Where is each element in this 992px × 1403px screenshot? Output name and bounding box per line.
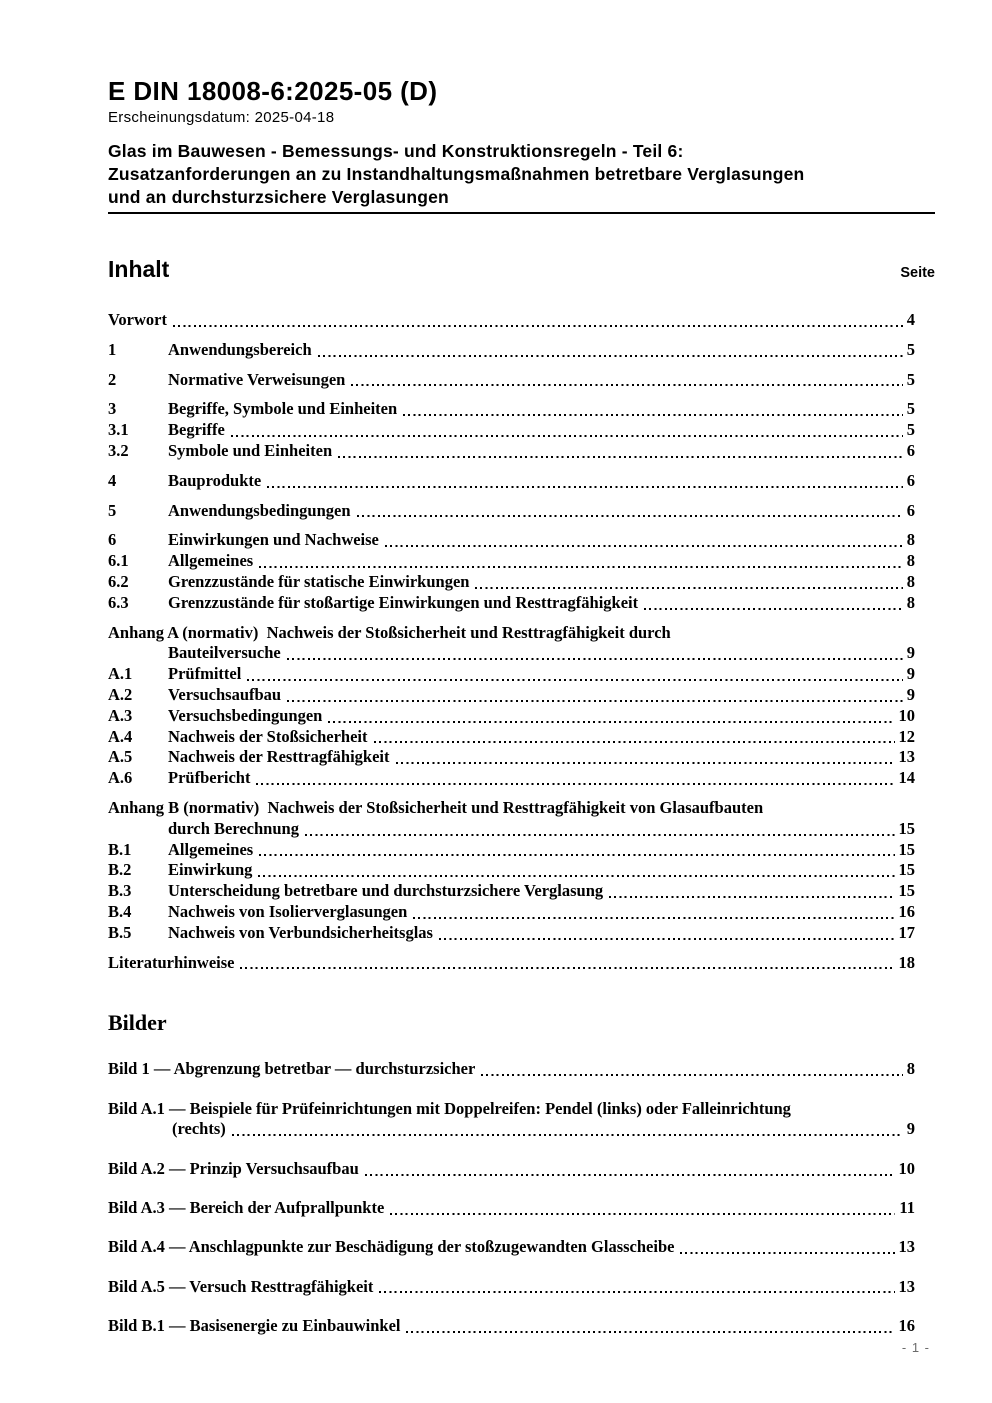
toc-leader-dots [338,456,903,458]
toc-entry-row [108,881,935,902]
toc-entry-title: Nachweis der Stoßsicherheit [168,726,368,746]
toc-leader-dots [256,783,894,785]
fig-entry-page: 8 [906,1059,915,1079]
toc-entry [108,310,935,331]
toc-entry [108,902,935,923]
toc-entry-row [108,706,935,727]
toc-entry-title: Bauteilversuche [168,643,281,663]
toc-entry-title: Versuchsaufbau [168,684,282,704]
toc-leader-dots [231,435,903,437]
toc-entry-page: 5 [906,369,915,389]
toc-leader-dots [328,721,894,723]
toc-entry-number: B.2 [108,860,132,880]
toc-entry-title: Normative Verweisungen [168,369,346,389]
toc-leader-dots [305,834,895,836]
toc-entry [108,798,935,840]
toc-entry-row [108,370,935,391]
page-column-label: Seite [900,265,935,281]
toc-entry [108,593,935,614]
toc-entry [108,441,935,462]
fig-entry-title: Bild A.3 — Bereich der Aufprallpunkte [108,1198,385,1217]
toc-entry-number: 6.2 [108,571,129,591]
doc-title-line-2: Zusatzanforderungen an zu Instandhaltungsmaßnahmen betretbare Verglasungen [108,164,805,184]
toc-entry [108,623,935,665]
toc-entry-title: Versuchsbedingungen [168,705,323,725]
toc-entry [108,747,935,768]
toc-entry-number: A.2 [108,684,133,704]
toc-entry [108,420,935,441]
toc-leader-dots [413,917,894,919]
fig-entry-row [108,1159,935,1180]
doc-title-line-1: Glas im Bauwesen - Bemessungs- und Konstruktionsregeln - Teil 6: [108,141,684,161]
toc-leader-dots [396,762,895,764]
toc-entry-title: Anwendungsbereich [168,339,312,359]
toc-entry [108,551,935,572]
toc-entry-page: 9 [906,684,915,704]
toc-entry [108,530,935,551]
toc-leader-dots [644,608,903,610]
fig-entry-page: 13 [898,1276,915,1296]
toc-entry-page: 6 [906,440,915,460]
toc-heading: Inhalt [108,256,170,282]
toc-entry-number: A.6 [108,768,133,788]
fig-leader-dots [365,1174,895,1176]
toc-entry-title: Unterscheidung betretbare und durchsturzsichere Verglasung [168,881,604,901]
toc-entry-page: 13 [898,747,915,767]
fig-entry-title: Bild B.1 — Basisenergie zu Einbauwinkel [108,1315,401,1335]
fig-entry-heading-line: Bild A.1 — Beispiele für Prüfeinrichtungen mit Doppelreifen: Pendel (links) oder Falleinrichtung [108,1098,791,1118]
toc-entry-title: Prüfmittel [168,664,242,684]
fig-entry-row [172,1119,935,1140]
toc-entry-title: Grenzzustände für statische Einwirkungen [168,571,470,591]
toc-entry-title: Anwendungsbedingungen [168,500,351,520]
toc-entry [108,664,935,685]
toc-list [108,310,935,973]
fig-entry-title: Bild A.2 — Prinzip Versuchsaufbau [108,1158,359,1178]
toc-entry-number: 3 [108,399,117,419]
toc-entry-title: Bauprodukte [168,470,262,490]
toc-entry-row [108,840,935,861]
fig-entry-row [108,1198,935,1219]
toc-leader-dots [267,486,903,488]
toc-entry-page: 15 [898,860,915,880]
toc-entry-title: Einwirkungen und Nachweise [168,530,379,550]
toc-entry-number: 6.1 [108,551,129,571]
doc-title [108,140,935,214]
toc-entry-number: 3.1 [108,420,129,440]
toc-entry-page: 14 [898,768,915,788]
toc-entry [108,370,935,391]
toc-entry-title: Einwirkung [168,860,253,880]
fig-entry [108,1277,935,1298]
fig-entry-page: 16 [898,1315,915,1335]
toc-entry-page: 5 [906,399,915,419]
toc-leader-dots [240,967,894,969]
fig-entry-title: Bild A.5 — Versuch Resttragfähigkeit [108,1276,374,1296]
toc-entry [108,923,935,944]
toc-entry [108,881,935,902]
fig-entry-page: 10 [898,1158,915,1178]
toc-entry-page: 15 [898,881,915,901]
fig-entry [108,1159,935,1180]
fig-leader-dots [379,1291,894,1293]
toc-entry [108,860,935,881]
publication-date: Erscheinungsdatum: 2025-04-18 [108,109,335,126]
fig-leader-dots [232,1134,903,1136]
toc-entry-number: 5 [108,500,117,520]
toc-entry-title: Begriffe, Symbole und Einheiten [168,399,398,419]
toc-entry-page: 12 [898,726,915,746]
toc-leader-dots [351,384,902,386]
fig-entry-title: Bild 1 — Abgrenzung betretbar — durchsturzsicher [108,1059,476,1079]
toc-entry-page: 9 [906,664,915,684]
toc-entry-page: 16 [898,901,915,921]
toc-entry-page: 15 [898,839,915,859]
toc-entry [108,768,935,789]
toc-entry-number: B.5 [108,922,132,942]
toc-entry-row [108,727,935,748]
toc-entry-number: 4 [108,470,117,490]
toc-entry-title: Literaturhinweise [108,952,235,972]
toc-entry-row [108,310,935,331]
toc-entry-number: 3.2 [108,440,129,460]
toc-entry-row [108,923,935,944]
toc-entry-row [108,593,935,614]
toc-entry-page: 8 [906,571,915,591]
toc-entry [108,471,935,492]
toc-entry [108,501,935,522]
toc-entry-title: Allgemeines [168,839,254,859]
toc-leader-dots [258,875,894,877]
toc-entry-row [108,340,935,361]
fig-entry-row [108,1277,935,1298]
fig-leader-dots [680,1252,894,1254]
doc-code: E DIN 18008-6:2025-05 (D) [108,76,438,106]
toc-entry-heading-line: Anhang A (normativ) Nachweis der Stoßsicherheit und Resttragfähigkeit durch [108,622,671,642]
toc-entry-title: Vorwort [108,310,167,329]
toc-entry-title: Prüfbericht [168,768,251,788]
toc-entry-row [168,819,935,840]
toc-entry-page: 10 [898,705,915,725]
toc-leader-dots [439,938,895,940]
fig-leader-dots [481,1074,902,1076]
toc-leader-dots [173,325,903,327]
toc-leader-dots [609,896,894,898]
fig-entry-page: 13 [898,1237,915,1257]
toc-entry-row [108,664,935,685]
fig-entry [108,1237,935,1258]
toc-entry-heading-line: Anhang B (normativ) Nachweis der Stoßsicherheit und Resttragfähigkeit von Glasaufbauten [108,797,764,817]
toc-entry-number: A.4 [108,726,133,746]
page-content [108,0,935,1337]
toc-entry-number: A.5 [108,747,133,767]
toc-entry-title: Grenzzustände für stoßartige Einwirkungen und Resttragfähigkeit [168,592,639,612]
fig-entry-title: Bild A.4 — Anschlagpunkte zur Beschädigung der stoßzugewandten Glasscheibe [108,1237,675,1257]
figure-list [108,1059,935,1336]
toc-entry-page: 6 [906,500,915,520]
toc-entry-number: B.3 [108,881,132,901]
toc-entry [108,953,935,974]
toc-entry-title: Nachweis von Verbundsicherheitsglas [168,922,433,942]
toc-entry-title: Symbole und Einheiten [168,440,333,460]
toc-entry-page: 8 [906,592,915,612]
toc-entry-page: 8 [906,551,915,571]
toc-entry-row [108,501,935,522]
toc-entry-number: B.1 [108,839,132,859]
fig-entry-title: (rechts) [172,1119,226,1139]
toc-leader-dots [403,414,903,416]
toc-entry [108,340,935,361]
toc-entry-title: Nachweis von Isolierverglasungen [168,901,408,921]
toc-entry [108,399,935,420]
toc-entry-row [108,902,935,923]
fig-leader-dots [406,1331,894,1333]
toc-leader-dots [259,566,903,568]
toc-entry-number: 1 [108,339,117,359]
toc-entry-row [108,747,935,768]
toc-entry [108,572,935,593]
toc-leader-dots [247,679,902,681]
toc-entry-row [108,471,935,492]
toc-leader-dots [287,700,903,702]
toc-entry-row [108,399,935,420]
fig-entry [108,1099,935,1141]
toc-entry-row [108,530,935,551]
toc-leader-dots [357,515,903,517]
toc-entry-row [108,860,935,881]
toc-entry-number: 2 [108,369,117,389]
toc-entry-number: B.4 [108,901,132,921]
toc-leader-dots [385,545,903,547]
toc-entry-number: 6 [108,530,117,550]
fig-entry-page: 11 [899,1198,915,1217]
toc-entry-row [108,441,935,462]
toc-entry-row [168,643,935,664]
toc-entry-page: 5 [906,339,915,359]
toc-entry-title: Nachweis der Resttragfähigkeit [168,747,390,767]
toc-entry-row [108,551,935,572]
fig-entry [108,1059,935,1080]
fig-leader-dots [390,1213,895,1215]
toc-entry-page: 18 [898,952,915,972]
fig-entry-row [108,1316,935,1337]
page-number: - 1 - [901,1340,930,1355]
doc-title-line-3: und an durchsturzsichere Verglasungen [108,187,449,207]
toc-entry-number: A.1 [108,664,133,684]
toc-entry-row [108,685,935,706]
toc-entry-number: 6.3 [108,592,129,612]
toc-leader-dots [287,658,903,660]
toc-entry-row [108,768,935,789]
fig-entry-row [108,1237,935,1258]
toc-leader-dots [318,355,903,357]
toc-entry-page: 4 [906,310,915,329]
fig-entry [108,1198,935,1219]
fig-entry-page: 9 [906,1119,915,1139]
toc-entry-page: 15 [898,818,915,838]
toc-entry [108,727,935,748]
figures-heading: Bilder [108,1010,167,1036]
toc-leader-dots [259,854,894,856]
toc-leader-dots [475,587,902,589]
toc-entry-page: 9 [906,643,915,663]
toc-leader-dots [374,741,895,743]
toc-entry-number: A.3 [108,705,133,725]
fig-entry [108,1316,935,1337]
toc-entry-page: 17 [898,922,915,942]
toc-entry-page: 8 [906,530,915,550]
toc-entry-page: 6 [906,470,915,490]
toc-entry-title: Begriffe [168,420,225,440]
toc-header-row [108,256,935,282]
toc-entry-row [108,420,935,441]
toc-entry-row [108,572,935,593]
toc-entry-title: Allgemeines [168,551,254,571]
toc-entry-title: durch Berechnung [168,818,299,838]
toc-entry [108,840,935,861]
toc-entry-page: 5 [906,420,915,440]
toc-entry [108,706,935,727]
toc-entry [108,685,935,706]
toc-entry-row [108,953,935,974]
fig-entry-row [108,1059,935,1080]
